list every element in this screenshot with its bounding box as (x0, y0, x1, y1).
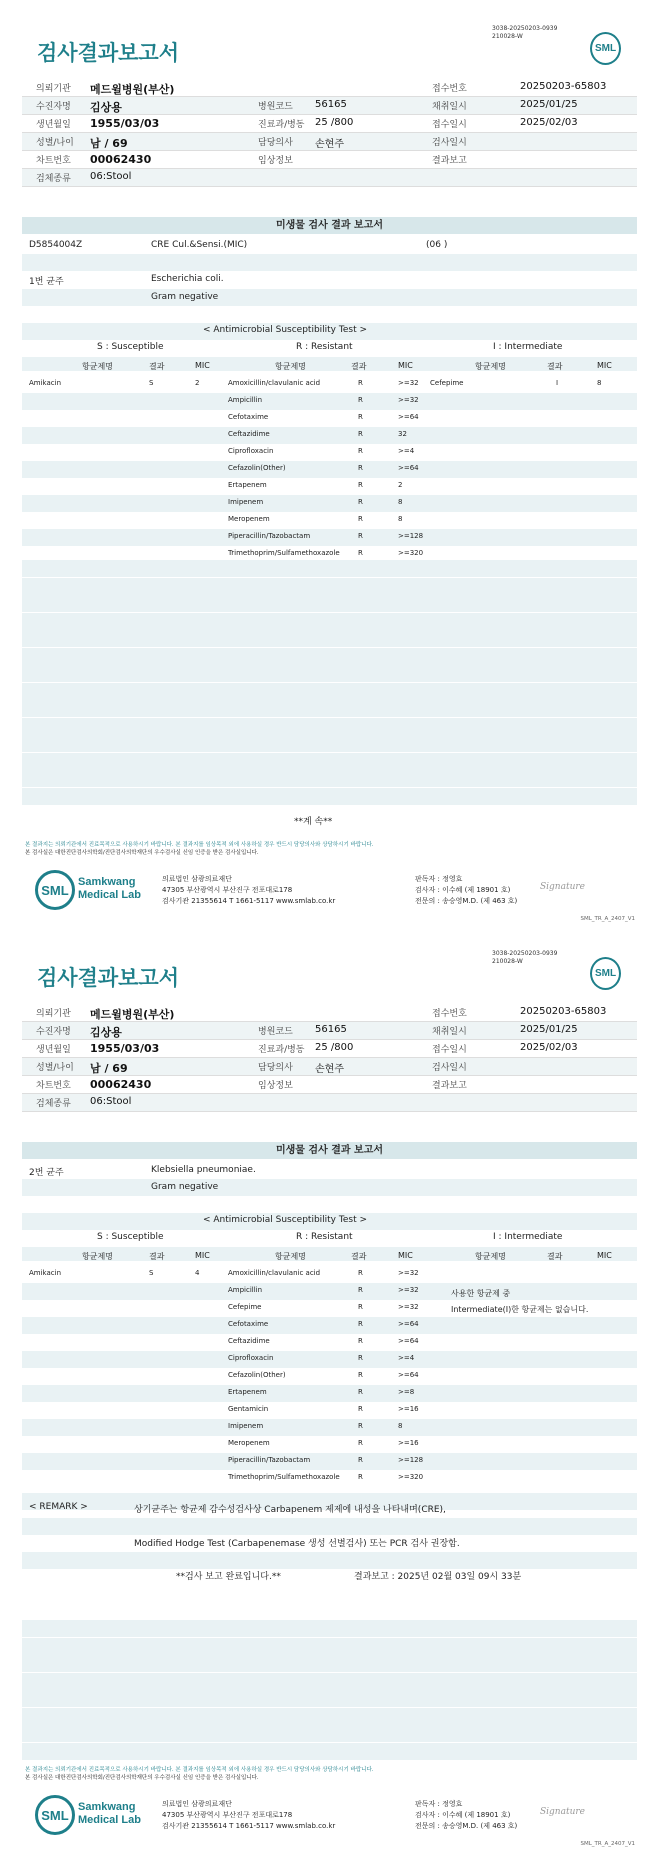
legend-r: R : Resistant (296, 342, 353, 352)
band (22, 289, 637, 306)
gram-stain: Gram negative (151, 1182, 219, 1192)
drug-name: Ertapenem (228, 481, 267, 489)
drug-name: Cefazolin(Other) (228, 1371, 286, 1379)
result: R (358, 447, 363, 455)
mic-value: >=4 (398, 447, 415, 455)
brand-name: Samkwang Medical Lab (78, 1801, 141, 1826)
result: R (358, 1439, 363, 1447)
row-band (22, 1283, 637, 1300)
mic-value: >=16 (398, 1439, 419, 1447)
drug-name: Ciprofloxacin (228, 1354, 274, 1362)
legend-r: R : Resistant (296, 1232, 353, 1242)
section-title: 미생물 검사 결과 보고서 (22, 1142, 637, 1159)
complete-text: **검사 보고 완료입니다.** (176, 1572, 281, 1582)
band (22, 665, 637, 682)
band (22, 1725, 637, 1742)
drug-name: Meropenem (228, 515, 270, 523)
result: R (358, 1473, 363, 1481)
drug-name: Cefazolin(Other) (228, 464, 286, 472)
sml-logo-icon: SML (35, 1795, 75, 1835)
row-band (22, 1351, 637, 1368)
section-title: 미생물 검사 결과 보고서 (22, 217, 637, 234)
mic-value: >=4 (398, 1354, 415, 1362)
col-header-result: 결과 (351, 1252, 367, 1261)
sml-logo-icon: SML (35, 870, 75, 910)
col-header-mic: MIC (597, 361, 612, 370)
result: R (358, 515, 363, 523)
sml-logo-icon: SML (590, 32, 621, 65)
band (22, 595, 637, 612)
result: R (358, 549, 363, 557)
col-header-drug: 항균제명 (82, 1252, 113, 1261)
isolate-label: 2번 균주 (29, 1168, 64, 1178)
col-header-drug: 항균제명 (475, 362, 506, 371)
row-band (22, 393, 637, 410)
drug-name: Piperacillin/Tazobactam (228, 1456, 311, 1464)
remark-line-1: 상기균주는 항균제 감수성검사상 Carbapenem 제제에 내성을 나타내며(CRE), (134, 1505, 446, 1515)
test-code: D5854004Z (29, 240, 83, 250)
result: I (556, 379, 559, 387)
band (22, 1638, 637, 1655)
drug-name: Amikacin (29, 1269, 62, 1277)
band (22, 718, 637, 735)
drug-name: Piperacillin/Tazobactam (228, 532, 311, 540)
gram-stain: Gram negative (151, 292, 219, 302)
mic-value: 8 (597, 379, 602, 387)
drug-name: Cefepime (228, 1303, 262, 1311)
band (22, 788, 637, 805)
row-band (22, 1453, 637, 1470)
result: R (358, 1405, 363, 1413)
band (22, 578, 637, 595)
result: R (358, 464, 363, 472)
band (22, 1552, 637, 1569)
notice-2: 본 검사실은 대한진단검사의학회/진단검사의학재단의 우수검사실 신임 인증을 받은 검사실입니다. (25, 1775, 259, 1781)
result: R (358, 1320, 363, 1328)
band (22, 1179, 637, 1196)
col-header-mic: MIC (597, 1251, 612, 1260)
drug-name: Meropenem (228, 1439, 270, 1447)
col-header-result: 결과 (547, 1252, 563, 1261)
col-header-mic: MIC (398, 361, 413, 370)
drug-name: Imipenem (228, 498, 264, 506)
form-id: SML_TR_A_2407_V1 (580, 916, 635, 922)
result: R (358, 430, 363, 438)
mic-value: >=32 (398, 396, 419, 404)
row-band (22, 1385, 637, 1402)
col-header-drug: 항균제명 (275, 362, 306, 371)
row-band (22, 1317, 637, 1334)
intermediate-note: Intermediate(I)한 항균제는 없습니다. (451, 1305, 589, 1314)
band (22, 683, 637, 700)
result: R (358, 1303, 363, 1311)
band (22, 1655, 637, 1672)
signature: Signature (540, 1807, 586, 1817)
col-header-result: 결과 (547, 362, 563, 371)
mic-value: >=32 (398, 1286, 419, 1294)
notice-1: 본 결과지는 의뢰기관에서 진료목적으로 사용하시기 바랍니다. 본 결과지를 임상목적 외에 사용하실 경우 반드시 담당의사와 상담하시기 바랍니다. (25, 842, 374, 848)
band (22, 1708, 637, 1725)
col-header-result: 결과 (351, 362, 367, 371)
mic-value: 8 (398, 498, 403, 506)
patient-info-table: 의뢰기관 메드윌병원(부산) 접수번호 20250203-65803 수진자명 김상용 병원코드 56165 채취일시 2025/01/25 생년월일 1955/03/03 진료과/병동 25 /800 접수일시 2025/02/03 성별/나이 남 / 69 담당의사 손현주 검사일시 차트번호 00062430 임상정보 결과보고 검체종류 06:Stool (22, 79, 637, 187)
result: R (358, 498, 363, 506)
result: R (358, 379, 363, 387)
col-header-drug: 항균제명 (275, 1252, 306, 1261)
drug-name: Ampicillin (228, 1286, 263, 1294)
mic-value: >=320 (398, 1473, 424, 1481)
drug-name: Ertapenem (228, 1388, 267, 1396)
mic-value: 8 (398, 1422, 403, 1430)
drug-name: Imipenem (228, 1422, 264, 1430)
page-title: 검사결과보고서 (37, 41, 180, 65)
page-title: 검사결과보고서 (37, 966, 180, 990)
ast-title: < Antimicrobial Susceptibility Test > (203, 325, 367, 335)
band (22, 735, 637, 752)
drug-name: Gentamicin (228, 1405, 269, 1413)
remark-label: < REMARK > (29, 1502, 88, 1512)
mic-value: 8 (398, 515, 403, 523)
result: R (358, 1269, 363, 1277)
report-page-2: 3038-20250203-0939 210028-W SML 검사결과보고서 의뢰기관 메드윌병원(부산) 접수번호 20250203-65803 수진자명 김상용 병원코드 56165 채취일시 2025/01/25 생년월일 1955/03/03 진료과/병동 25 /800 접수일시 2025/02/03 성별/나이 남 / 69 담당의사 손현주 검사일시 차트번호 00062430 임상정보 결과보고 검체종류 06:Stool 미생물 검사 결과 보고서 2번 균주 Klebsiella pneumoniae. Gram negative < Antimicrobial Susceptibility Test > S : Susceptible R : Resistant I : Intermediate 항균제명 결과 MIC 항균제명 결과 MIC 항균제명 결과 MIC Amikacin S 4 Amoxicillin/clavulanic acid R >=32 Ampicillin R >=32 Cefepime R >=32 Cefotaxime R >=64 Ceftazidime R >=64 Ciprofloxacin R >=4 Cefazolin(Other) R >=64 Ertapenem R >=8 Gentamicin R >=16 Imipenem R 8 Meropenem R >=16 Piperacillin/Tazobactam R >=128 Trimethoprim/Sulfamethoxazole R >=320 사용한 항균제 중 Intermediate(I)한 항균제는 없습니다. < REMARK > 상기균주는 항균제 감수성검사상 Carbapenem 제제에 내성을 나타내며(CRE), Modified Hodge Test (Carbapenemase 생성 선별검사) 또는 PCR 검사 권장함. **검사 보고 완료입니다.** 결과보고 : 2025년 02월 03일 09시 33분 본 결과지는 의뢰기관에서 진료목적으로 사용하시기 바랍니다. 본 결과지를 임상목적 외에 사용하실 경우 반드시 담당의사와 상담하시기 바랍니다. 본 검사실은 대한진단검사의학회/진단검사의학재단의 우수검사실 신임 인증을 받은 검사실입니다. SML Samkwang Medical Lab 의료법인 삼광의료재단 47305 부산광역시 부산진구 전포대로178 검사기관 21355614 T 1661-5117 www.smlab.co.kr 판독자 : 정영효 검사자 : 이수혜 (제 18901 호) 전문의 : 송승영M.D. (제 463 호) Signature SML_TR_A_2407_V1 (0, 925, 655, 1850)
mic-value: >=64 (398, 464, 419, 472)
intermediate-note: 사용한 항균제 중 (451, 1289, 511, 1298)
drug-name: Ampicillin (228, 396, 263, 404)
organism: Klebsiella pneumoniae. (151, 1165, 256, 1175)
drug-name: Cefotaxime (228, 1320, 269, 1328)
mic-value: >=128 (398, 1456, 424, 1464)
brand-name: Samkwang Medical Lab (78, 876, 141, 901)
result: R (358, 396, 363, 404)
result: R (358, 481, 363, 489)
result: R (358, 413, 363, 421)
report-page-1: 3038-20250203-0939 210028-W SML 검사결과보고서 의뢰기관 메드윌병원(부산) 접수번호 20250203-65803 수진자명 김상용 병원코드 56165 채취일시 2025/01/25 생년월일 1955/03/03 진료과/병동 25 /800 접수일시 2025/02/03 성별/나이 남 / 69 담당의사 손현주 검사일시 차트번호 00062430 임상정보 결과보고 검체종류 06:Stool 미생물 검사 결과 보고서 D5854004Z CRE Cul.&Sensi.(MIC) (06 ) 1번 균주 Escherichia coli. Gram negative < Antimicrobial Susceptibility Test > S : Susceptible R : Resistant I : Intermediate 항균제명 결과 MIC 항균제명 결과 MIC 항균제명 결과 MIC Amikacin S 2 Amoxicillin/clavulanic acid R >=32 Ampicillin R >=32 Cefotaxime R >=64 Ceftazidime R 32 Ciprofloxacin R >=4 Cefazolin(Other) R >=64 Ertapenem R 2 Imipenem R 8 Meropenem R 8 Piperacillin/Tazobactam R >=128 Trimethoprim/Sulfamethoxazole R >=320 Cefepime I 8 **계 속** 본 결과지는 의뢰기관에서 진료목적으로 사용하시기 바랍니다. 본 결과지를 임상목적 외에 사용하실 경우 반드시 담당의사와 상담하시기 바랍니다. 본 검사실은 대한진단검사의학회/진단검사의학재단의 우수검사실 신임 인증을 받은 검사실입니다. SML Samkwang Medical Lab 의료법인 삼광의료재단 47305 부산광역시 부산진구 전포대로178 검사기관 21355614 T 1661-5117 www.smlab.co.kr 판독자 : 정영효 검사자 : 이수혜 (제 18901 호) 전문의 : 송승영M.D. (제 463 호) Signature SML_TR_A_2407_V1 (0, 0, 655, 925)
row-band (22, 461, 637, 478)
mic-value: >=32 (398, 1269, 419, 1277)
mic-value: 32 (398, 430, 407, 438)
notice-1: 본 결과지는 의뢰기관에서 진료목적으로 사용하시기 바랍니다. 본 결과지를 임상목적 외에 사용하실 경우 반드시 담당의사와 상담하시기 바랍니다. (25, 1767, 374, 1773)
drug-name: Cefotaxime (228, 413, 269, 421)
col-header-mic: MIC (195, 361, 210, 370)
mic-value: >=64 (398, 1320, 419, 1328)
result: S (149, 379, 154, 387)
legend-i: I : Intermediate (493, 1232, 563, 1242)
band (22, 753, 637, 770)
ast-title: < Antimicrobial Susceptibility Test > (203, 1215, 367, 1225)
test-name: CRE Cul.&Sensi.(MIC) (151, 240, 248, 250)
mic-value: >=64 (398, 1371, 419, 1379)
mic-value: >=8 (398, 1388, 415, 1396)
ast-header-row (22, 357, 637, 371)
mic-value: 2 (398, 481, 403, 489)
mic-value: 2 (195, 379, 200, 387)
reference-number: 3038-20250203-0939 210028-W (492, 950, 558, 965)
form-id: SML_TR_A_2407_V1 (580, 1841, 635, 1847)
band (22, 1620, 637, 1637)
row-band (22, 495, 637, 512)
notice-2: 본 검사실은 대한진단검사의학회/진단검사의학재단의 우수검사실 신임 인증을 받은 검사실입니다. (25, 850, 259, 856)
organism: Escherichia coli. (151, 274, 224, 284)
mic-value: >=128 (398, 532, 424, 540)
band (22, 700, 637, 717)
band (22, 560, 637, 577)
mic-value: >=64 (398, 413, 419, 421)
signature: Signature (540, 882, 586, 892)
mic-value: >=320 (398, 549, 424, 557)
drug-name: Trimethoprim/Sulfamethoxazole (228, 1473, 340, 1481)
result: R (358, 1354, 363, 1362)
drug-name: Ciprofloxacin (228, 447, 274, 455)
col-header-result: 결과 (149, 362, 165, 371)
col-header-result: 결과 (149, 1252, 165, 1261)
result: R (358, 532, 363, 540)
band (22, 630, 637, 647)
col-header-drug: 항균제명 (82, 362, 113, 371)
band (22, 613, 637, 630)
result: R (358, 1388, 363, 1396)
legend-i: I : Intermediate (493, 342, 563, 352)
isolate-label: 1번 균주 (29, 277, 64, 287)
drug-name: Ceftazidime (228, 430, 270, 438)
mic-value: >=64 (398, 1337, 419, 1345)
band (22, 1518, 637, 1535)
row-band (22, 427, 637, 444)
drug-name: Cefepime (430, 379, 464, 387)
col-header-mic: MIC (195, 1251, 210, 1260)
band (22, 1743, 637, 1760)
drug-name: Trimethoprim/Sulfamethoxazole (228, 549, 340, 557)
drug-name: Amikacin (29, 379, 62, 387)
drug-name: Amoxicillin/clavulanic acid (228, 379, 321, 387)
mic-value: >=16 (398, 1405, 419, 1413)
row-band (22, 1419, 637, 1436)
result: R (358, 1286, 363, 1294)
result: R (358, 1422, 363, 1430)
drug-name: Amoxicillin/clavulanic acid (228, 1269, 321, 1277)
test-number: (06 ) (426, 240, 448, 250)
remark-line-2: Modified Hodge Test (Carbapenemase 생성 선별검사) 또는 PCR 검사 권장함. (134, 1539, 460, 1549)
result: R (358, 1371, 363, 1379)
band (22, 648, 637, 665)
band (22, 1673, 637, 1690)
patient-info-table: 의뢰기관 메드윌병원(부산) 접수번호 20250203-65803 수진자명 김상용 병원코드 56165 채취일시 2025/01/25 생년월일 1955/03/03 진료과/병동 25 /800 접수일시 2025/02/03 성별/나이 남 / 69 담당의사 손현주 검사일시 차트번호 00062430 임상정보 결과보고 검체종류 06:Stool (22, 1004, 637, 1112)
legend-s: S : Susceptible (97, 342, 164, 352)
sml-logo-icon: SML (590, 957, 621, 990)
result: S (149, 1269, 154, 1277)
mic-value: >=32 (398, 1303, 419, 1311)
legend-s: S : Susceptible (97, 1232, 164, 1242)
report-time: 결과보고 : 2025년 02월 03일 09시 33분 (354, 1572, 522, 1582)
col-header-mic: MIC (398, 1251, 413, 1260)
mic-value: >=32 (398, 379, 419, 387)
mic-value: 4 (195, 1269, 200, 1277)
band (22, 1690, 637, 1707)
reference-number: 3038-20250203-0939 210028-W (492, 25, 558, 40)
band (22, 770, 637, 787)
band (22, 254, 637, 271)
continued-text: **계 속** (294, 817, 333, 827)
drug-name: Ceftazidime (228, 1337, 270, 1345)
result: R (358, 1337, 363, 1345)
result: R (358, 1456, 363, 1464)
col-header-drug: 항균제명 (475, 1252, 506, 1261)
ast-header-row (22, 1247, 637, 1261)
row-band (22, 529, 637, 546)
